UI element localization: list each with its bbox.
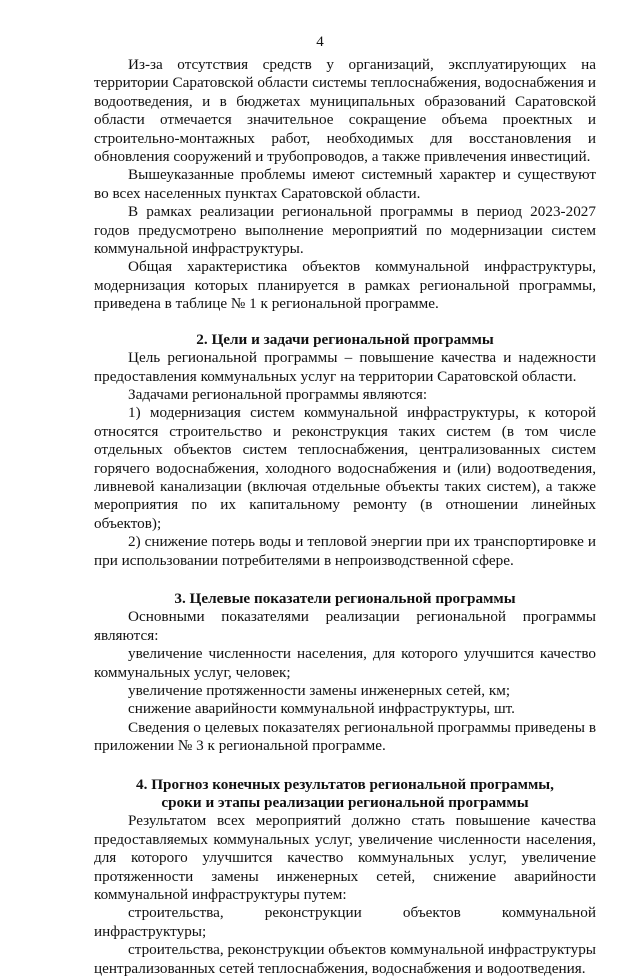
section-2-paragraph-1: Цель региональной программы – повышение качества и надежности предоставления коммунальных услуг на территории Саратовской области. (94, 349, 596, 385)
section-2-paragraph-2: Задачами региональной программы являются: (128, 385, 428, 403)
section-4-paragraph-1: Результатом всех мероприятий должно стать повышение качества предоставляемых коммунальных услуг, увеличение численности населения, для которого улучшится качество коммунальных услуг, увеличение протяженности замены инженерных сетей, снижение аварийности коммунальной инфраструктуры путем: (94, 812, 596, 904)
section-4-paragraph-2: строительства, реконструкции объектов коммунальной инфраструктуры; (94, 904, 596, 940)
section-3-heading: 3. Целевые показатели региональной программы (174, 589, 516, 607)
page-number: 4 (316, 34, 324, 50)
section-3-paragraph-5: Сведения о целевых показателях региональной программы приведены в приложении № 3 к региональной программе. (94, 718, 596, 755)
section-2-heading: 2. Цели и задачи региональной программы (196, 330, 494, 348)
intro-paragraph-2: Вышеуказанные проблемы имеют системный характер и существуют во всех населенных пунктах Саратовской области. (94, 166, 596, 202)
section-3-paragraph-1: Основными показателями реализации региональной программы являются: (94, 608, 596, 644)
section-3-paragraph-3: увеличение протяженности замены инженерных сетей, км; (128, 682, 511, 699)
intro-paragraph-1: Из-за отсутствия средств у организаций, эксплуатирующих на территории Саратовской области системы теплоснабжения, водоснабжения и водоотведения, и в бюджетах муниципальных образований Саратовской области отмечается значительное сокращение объема проектных и строительно-монтажных работ, необходимых для восстановления и обновления сооружений и трубопроводов, а также привлечения инвестиций. (94, 56, 596, 166)
section-4-heading-line-1: 4. Прогноз конечных результатов региональной программы, (136, 775, 554, 793)
document-body (94, 56, 596, 978)
section-2-paragraph-4: 2) снижение потерь воды и тепловой энергии при их транспортировке и при использовании потребителями в непроизводственной сфере. (94, 533, 596, 569)
section-4-paragraph-3: строительства, реконструкции объектов коммунальной инфраструктуры централизованных сетей теплоснабжения, водоснабжения и водоотведения. (94, 941, 596, 977)
intro-paragraph-4: Общая характеристика объектов коммунальной инфраструктуры, модернизация которых планируется в рамках региональной программы, приведена в таблице № 1 к региональной программе. (94, 258, 596, 313)
section-4-heading-line-2: сроки и этапы реализации региональной программы (161, 794, 529, 812)
section-3-paragraph-4: снижение аварийности коммунальной инфраструктуры, шт. (128, 700, 515, 718)
intro-paragraph-3: В рамках реализации региональной программы в период 2023-2027 годов предусмотрено выполнение мероприятий по модернизации систем коммунальной инфраструктуры. (94, 203, 596, 258)
section-3-paragraph-2: увеличение численности населения, для которого улучшится качество коммунальных услуг, человек; (94, 645, 596, 681)
section-2-paragraph-3: 1) модернизация систем коммунальной инфраструктуры, к которой относятся строительство и реконструкция таких систем (в том числе отдельных объектов систем теплоснабжения, централизованных систем горячего водоснабжения, холодного водоснабжения и (или) водоотведения, ливневой канализации (включая отдельные объекты таких систем), а также мероприятия по их капитальному ремонту (в отношении линейных объектов); (94, 404, 596, 532)
